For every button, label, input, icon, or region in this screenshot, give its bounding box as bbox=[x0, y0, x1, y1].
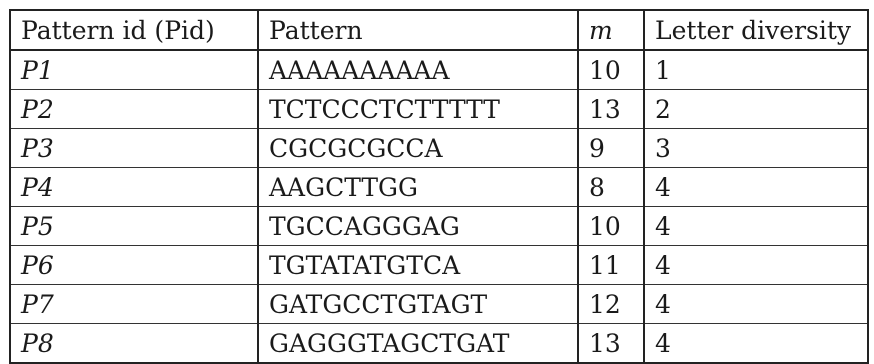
cell-m: 10 bbox=[578, 50, 644, 90]
cell-pid: P2 bbox=[10, 90, 258, 129]
cell-pid: P1 bbox=[10, 50, 258, 90]
cell-m: 10 bbox=[578, 207, 644, 246]
cell-pattern: TGCCAGGGAG bbox=[258, 207, 578, 246]
cell-diversity: 4 bbox=[644, 246, 868, 285]
cell-pattern: GATGCCTGTAGT bbox=[258, 285, 578, 324]
cell-diversity: 4 bbox=[644, 324, 868, 364]
header-m: m bbox=[578, 10, 644, 50]
cell-pid: P6 bbox=[10, 246, 258, 285]
table-row bbox=[10, 168, 868, 207]
header-pattern-id: Pattern id (Pid) bbox=[10, 10, 258, 50]
table-row bbox=[10, 90, 868, 129]
cell-pid: P7 bbox=[10, 285, 258, 324]
cell-pattern: GAGGGTAGCTGAT bbox=[258, 324, 578, 364]
cell-m: 8 bbox=[578, 168, 644, 207]
pattern-table-container bbox=[9, 9, 869, 364]
cell-pid: P8 bbox=[10, 324, 258, 364]
cell-m: 12 bbox=[578, 285, 644, 324]
cell-m: 13 bbox=[578, 324, 644, 364]
cell-diversity: 2 bbox=[644, 90, 868, 129]
cell-diversity: 4 bbox=[644, 168, 868, 207]
table-row bbox=[10, 50, 868, 90]
cell-pattern: AAGCTTGG bbox=[258, 168, 578, 207]
cell-diversity: 4 bbox=[644, 285, 868, 324]
cell-pid: P3 bbox=[10, 129, 258, 168]
table-header-row bbox=[10, 10, 868, 50]
pattern-table bbox=[9, 9, 869, 364]
cell-diversity: 3 bbox=[644, 129, 868, 168]
cell-diversity: 4 bbox=[644, 207, 868, 246]
table-row bbox=[10, 285, 868, 324]
table-row bbox=[10, 129, 868, 168]
header-pattern: Pattern bbox=[258, 10, 578, 50]
cell-m: 9 bbox=[578, 129, 644, 168]
cell-pid: P5 bbox=[10, 207, 258, 246]
cell-diversity: 1 bbox=[644, 50, 868, 90]
cell-pattern: TCTCCCTCTTTTT bbox=[258, 90, 578, 129]
table-row bbox=[10, 207, 868, 246]
cell-pattern: AAAAAAAAAA bbox=[258, 50, 578, 90]
cell-m: 13 bbox=[578, 90, 644, 129]
cell-pattern: CGCGCGCCA bbox=[258, 129, 578, 168]
table-row bbox=[10, 246, 868, 285]
cell-m: 11 bbox=[578, 246, 644, 285]
table-row bbox=[10, 324, 868, 364]
header-letter-diversity: Letter diversity bbox=[644, 10, 868, 50]
cell-pid: P4 bbox=[10, 168, 258, 207]
cell-pattern: TGTATATGTCA bbox=[258, 246, 578, 285]
